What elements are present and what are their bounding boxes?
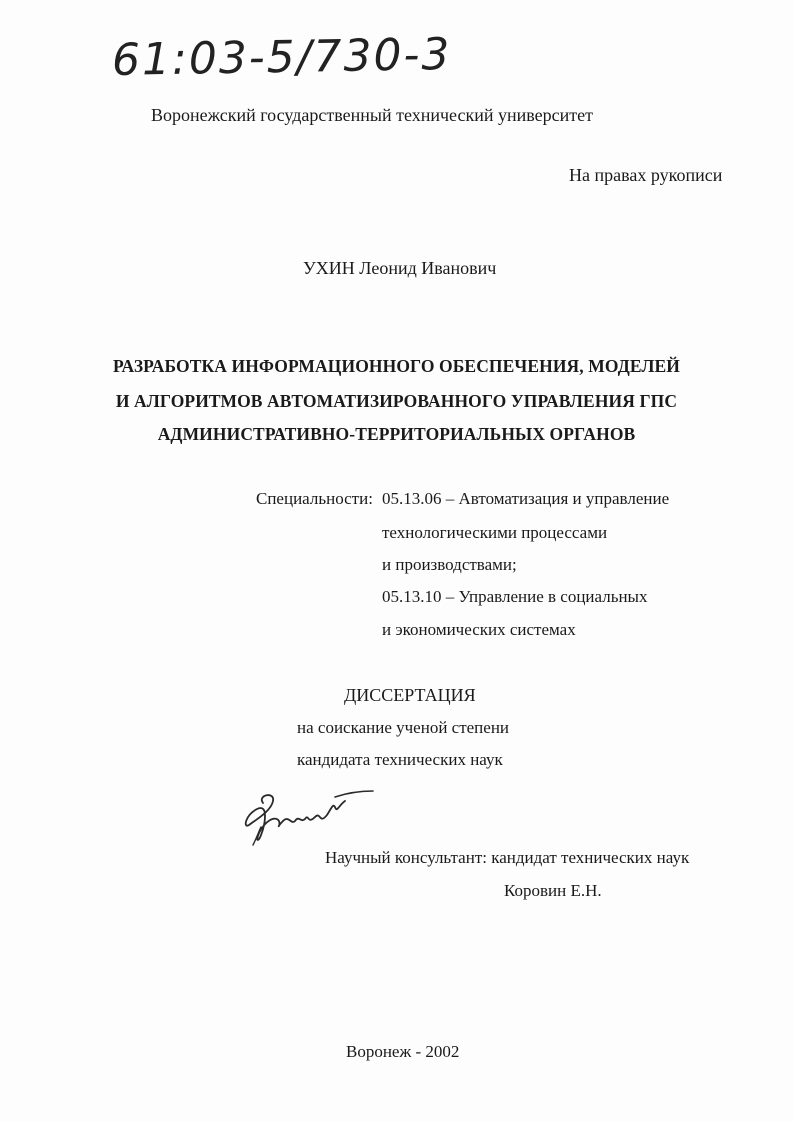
specialty-line: и производствами; xyxy=(382,555,517,574)
archive-number: 61:03-5/730-3 xyxy=(111,29,452,86)
specialty-line: и экономических системах xyxy=(382,620,576,639)
signature xyxy=(235,785,385,855)
specialty-line: 05.13.06 – Автоматизация и управление xyxy=(382,489,670,508)
specialties-label: Специальности: xyxy=(256,489,373,508)
dissertation-title-line-2: И АЛГОРИТМОВ АВТОМАТИЗИРОВАННОГО УПРАВЛЕНИЯ ГПС xyxy=(115,391,678,411)
rights-note: На правах рукописи xyxy=(569,165,723,185)
dissertation-heading: ДИССЕРТАЦИЯ xyxy=(344,685,476,705)
author-name: УХИН Леонид Иванович xyxy=(303,258,497,278)
degree-line-2: кандидата технических наук xyxy=(297,750,503,769)
city-year: Воронеж - 2002 xyxy=(346,1042,460,1061)
dissertation-title-line-1: РАЗРАБОТКА ИНФОРМАЦИОННОГО ОБЕСПЕЧЕНИЯ, МОДЕЛЕЙ xyxy=(112,356,681,376)
specialty-line: технологическими процессами xyxy=(382,523,608,542)
consultant-label: Научный консультант: кандидат технических наук xyxy=(325,848,690,867)
consultant-name: Коровин Е.Н. xyxy=(504,881,602,900)
degree-line-1: на соискание ученой степени xyxy=(297,718,510,737)
dissertation-title-line-3: АДМИНИСТРАТИВНО-ТЕРРИТОРИАЛЬНЫХ ОРГАНОВ xyxy=(157,424,636,444)
university-name: Воронежский государственный технический университет xyxy=(151,105,593,125)
specialty-line: 05.13.10 – Управление в социальных xyxy=(382,587,648,606)
